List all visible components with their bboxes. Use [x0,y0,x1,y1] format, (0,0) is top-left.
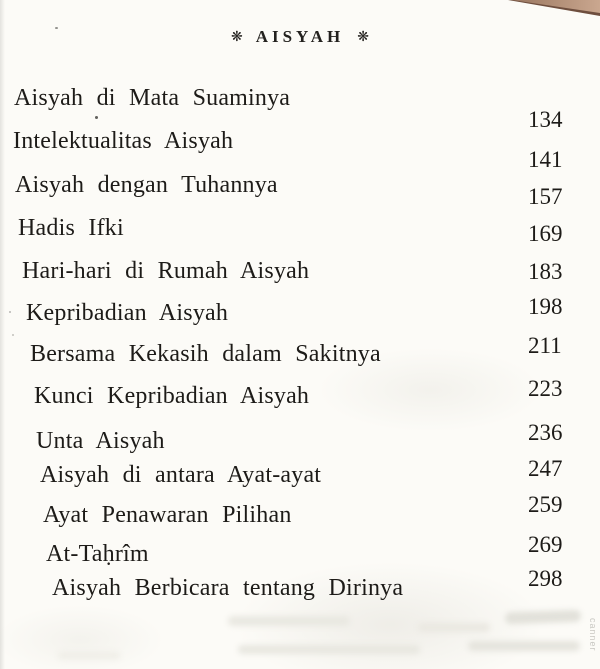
toc-entry [0,256,600,286]
toc-entry [0,126,600,172]
toc-entry-title: Aisyah di antara Ayat-ayat [40,462,322,488]
toc-entry-title: Ayat Penawaran Pilihan [43,502,292,528]
toc-entry-title: Hadis Ifki [18,215,124,241]
toc-entry-title: Aisyah di Mata Suaminya [14,85,291,111]
toc-entry-page-number: 269 [528,532,563,557]
toc-entry-page-number: 298 [528,566,563,591]
toc-entry-page-number: 183 [528,259,563,284]
toc-entry [0,83,600,132]
toc-entry-title: Aisyah dengan Tuhannya [15,172,278,198]
toc-entry-title: Unta Aisyah [36,428,165,454]
toc-entry [0,456,600,490]
bleed-through-artifact [468,641,580,651]
toc-entry-title: Aisyah Berbicara tentang Dirinya [52,575,404,601]
toc-entry-page-number: 169 [528,221,563,246]
toc-entry-page-number: 259 [528,492,563,517]
toc-entry-title: Intelektualitas Aisyah [13,128,234,154]
ink-speck [9,311,11,313]
toc-entry-title: Hari-hari di Rumah Aisyah [22,258,310,284]
toc-entry [0,532,600,569]
toc-entry [0,213,600,246]
toc-entry-page-number: 134 [528,107,563,132]
toc-entry-title: Kepribadian Aisyah [26,300,229,326]
bleed-through-artifact [238,645,420,654]
fleuron-icon: ❋ [230,30,243,45]
toc-entry [0,170,600,209]
toc-entry [0,333,600,369]
ink-speck [12,334,14,336]
toc-entry-title: Bersama Kekasih dalam Sakitnya [30,341,381,367]
toc-entry [0,420,600,456]
toc-entry-page-number: 211 [528,333,562,358]
toc-entry [0,376,600,411]
scanner-watermark: canner [588,618,598,652]
page-title: AISYAH [255,27,345,46]
toc-entry [0,492,600,530]
toc-entry-title: At-Taḥrîm [46,541,149,567]
toc-entry [0,566,600,603]
toc-entry-title: Kunci Kepribadian Aisyah [34,383,310,409]
bleed-through-artifact [228,616,350,626]
toc-entry [0,294,600,328]
ink-speck [95,116,98,119]
bleed-through-artifact [418,623,490,632]
toc-entry-page-number: 223 [528,376,563,401]
toc-entry-page-number: 247 [528,456,563,481]
toc-entry-page-number: 157 [528,184,563,209]
toc-entry-page-number: 236 [528,420,563,445]
ink-speck [55,27,58,29]
toc-entry-page-number: 198 [528,294,563,319]
fleuron-icon: ❋ [357,30,370,45]
toc-entry-page-number: 141 [528,147,563,172]
bleed-through-artifact [58,652,120,659]
